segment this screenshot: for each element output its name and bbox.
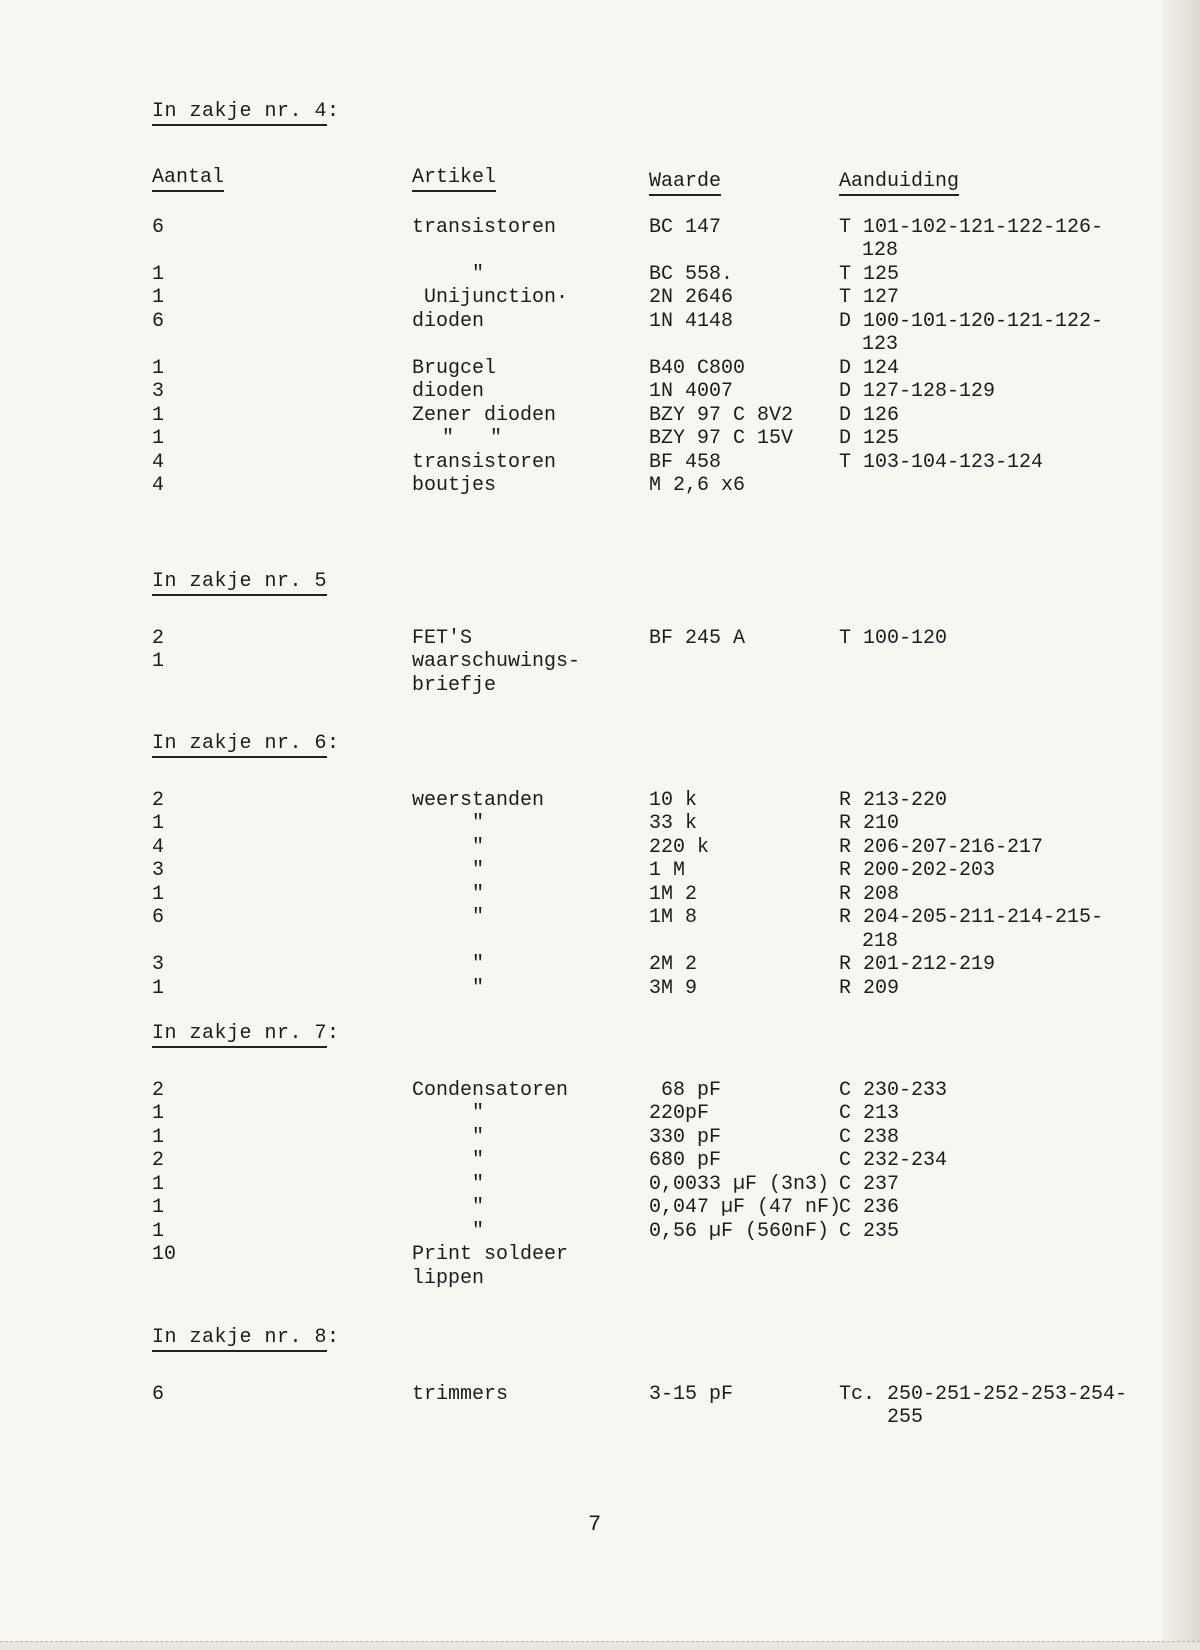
table-row: 1 Brugcel B40 C800 D 124 [152, 356, 900, 380]
section-heading: In zakje nr. 4: [152, 100, 1132, 124]
section-zakje-6 [152, 732, 1132, 1022]
column-header-aantal: Aantal [152, 166, 224, 193]
table-row: 1 " " BZY 97 C 15V D 125 [152, 427, 900, 450]
table-row: 2 " 680 pF C 232-234 [152, 1149, 948, 1172]
table-row: 1 " 0,0033 µF (3n3) C 237 [152, 1172, 900, 1196]
table-row: 2 weerstanden 10 k R 213-220 [152, 788, 948, 812]
section-heading: In zakje nr. 5 [152, 570, 1132, 594]
table-rows [152, 1383, 1132, 1430]
table-row: 4 transistoren BF 458 T 103-104-123-124 [152, 450, 1044, 474]
section-zakje-4 [152, 100, 1132, 570]
table-row: 3 " 2M 2 R 201-212-219 [152, 953, 996, 976]
table-row: 1 waarschuwings- [152, 650, 581, 673]
table-row: 255 [839, 1406, 924, 1429]
section-zakje-5 [152, 570, 1132, 732]
table-row: 6 transistoren BC 147 T 101-102-121-122-126- [152, 215, 1104, 239]
table-row: 3 " 1 M R 200-202-203 [152, 859, 996, 882]
table-row: 1 " 3M 9 R 209 [152, 976, 900, 1000]
table-rows [152, 216, 1132, 498]
section-zakje-7 [152, 1022, 1132, 1326]
page-number: 7 [588, 1512, 602, 1537]
table-row: 6 trimmers 3-15 pF Tc. 250-251-252-253-254- [152, 1382, 1128, 1406]
table-row: 6 " 1M 8 R 204-205-211-214-215- [152, 906, 1104, 929]
table-row: 1 " 330 pF C 238 [152, 1125, 900, 1149]
table-row: 218 [862, 929, 899, 953]
table-row: 123 [862, 333, 899, 356]
table-row: 128 [862, 239, 899, 262]
table-row: 1 " 1M 2 R 208 [152, 882, 900, 906]
table-row: 1 " 0,047 µF (47 nF) C 236 [152, 1196, 900, 1219]
table-row: 1 " 33 k R 210 [152, 812, 900, 835]
table-row: briefje [412, 673, 497, 697]
column-header-waarde: Waarde [649, 170, 721, 197]
table-row: 2 Condensatoren 68 pF C 230-233 [152, 1078, 948, 1102]
section-zakje-8 [152, 1326, 1132, 1446]
table-row: 1 Unijunction· 2N 2646 T 127 [152, 286, 900, 309]
table-rows [152, 789, 1132, 1001]
table-row: 1 " 0,56 µF (560nF) C 235 [152, 1219, 900, 1243]
column-header-artikel: Artikel [412, 166, 496, 193]
table-row: 4 " 220 k R 206-207-216-217 [152, 835, 1044, 859]
column-header-aanduiding: Aanduiding [839, 170, 959, 197]
table-row: 3 dioden 1N 4007 D 127-128-129 [152, 380, 996, 403]
table-rows [152, 627, 1132, 698]
table-row: 6 dioden 1N 4148 D 100-101-120-121-122- [152, 309, 1104, 333]
table-row: 1 Zener dioden BZY 97 C 8V2 D 126 [152, 403, 900, 427]
table-row: lippen [412, 1266, 485, 1290]
table-rows [152, 1079, 1132, 1291]
section-heading: In zakje nr. 8: [152, 1326, 1132, 1350]
table-row: 1 " 220pF C 213 [152, 1102, 900, 1125]
parts-list [152, 100, 1132, 1446]
paper-edge-bottom [0, 1641, 1200, 1650]
paper-edge-right [1162, 0, 1200, 1650]
table-row: 10 Print soldeer [152, 1243, 569, 1266]
table-row: 4 boutjes M 2,6 x6 [152, 474, 746, 497]
table-row: 2 FET'S BF 245 A T 100-120 [152, 626, 948, 650]
column-headers [152, 166, 1132, 206]
section-heading: In zakje nr. 6: [152, 732, 1132, 756]
section-heading: In zakje nr. 7: [152, 1022, 1132, 1046]
table-row: 1 " BC 558. T 125 [152, 262, 900, 286]
